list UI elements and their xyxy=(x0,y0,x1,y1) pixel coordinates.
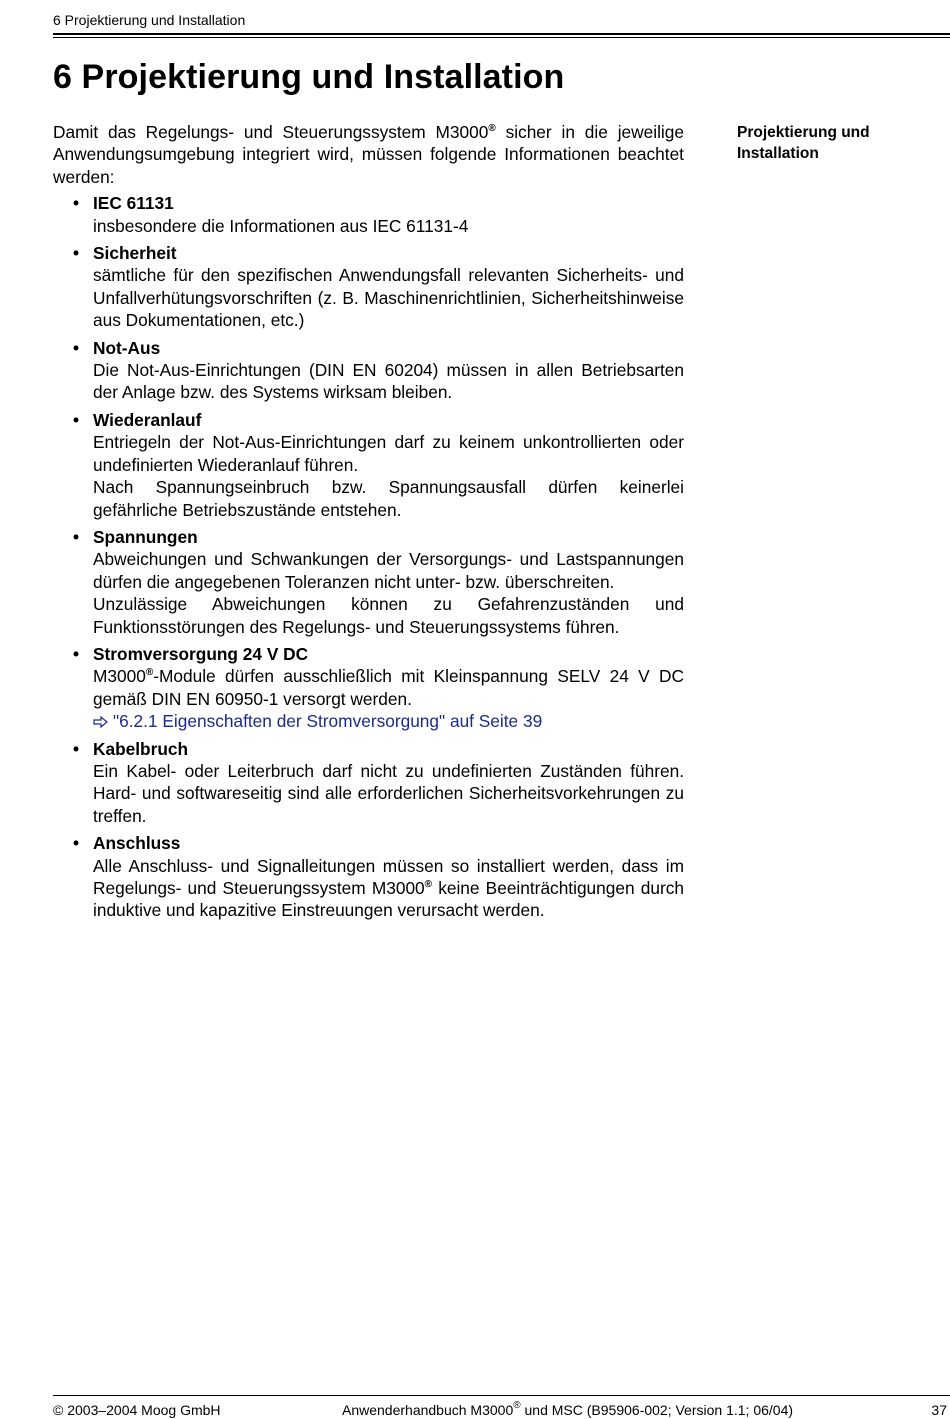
footer-manual-a: Anwenderhandbuch M3000 xyxy=(342,1402,514,1418)
item-title: IEC 61131 xyxy=(93,193,174,214)
requirements-list xyxy=(53,192,684,922)
header-rule xyxy=(53,33,950,35)
item-text xyxy=(93,855,684,922)
item-text-b: -Module dürfen ausschließlich mit Kleinspannung SELV 24 V DC gemäß DIN EN 60950-1 versorgt werden. xyxy=(93,666,684,709)
item-text: insbesondere die Informationen aus IEC 61131-4 xyxy=(93,215,469,236)
list-item-anschluss xyxy=(53,832,684,922)
bullet: • xyxy=(73,243,80,264)
item-title: Kabelbruch xyxy=(93,738,189,759)
item-text: Ein Kabel- oder Leiterbruch darf nicht zu undefinierten Zuständen führen. Hard- und softwareseitig sind alle erforderlichen Sicherheitsvorkehrungen zu treffen. xyxy=(93,760,684,826)
item-title: Sicherheit xyxy=(93,243,177,264)
margin-note-line1: Projektierung und xyxy=(737,124,870,141)
item-text: Die Not-Aus-Einrichtungen (DIN EN 60204) müssen in allen Betriebsarten der Anlage bzw. des Systems wirksam bleiben. xyxy=(93,360,684,403)
bullet: • xyxy=(73,643,80,664)
item-title: Not-Aus xyxy=(93,337,161,358)
registered-mark: ® xyxy=(424,879,433,890)
footer-manual-b: und MSC (B95906-002; Version 1.1; 06/04) xyxy=(520,1402,794,1418)
chapter-title: 6 Projektierung und Installation xyxy=(53,58,565,96)
list-item-iec xyxy=(53,192,684,237)
registered-mark: ® xyxy=(513,1400,521,1411)
item-text: Nach Spannungseinbruch bzw. Spannungsausfall dürfen keinerlei gefährliche Betriebszustände entstehen. xyxy=(93,477,684,520)
list-item-notaus xyxy=(53,337,684,404)
list-item-kabelbruch xyxy=(53,738,684,828)
registered-mark: ® xyxy=(145,667,154,679)
bullet: • xyxy=(73,409,80,430)
footer-manual-title xyxy=(342,1402,793,1418)
item-title: Wiederanlauf xyxy=(93,409,202,430)
item-text: Unzulässige Abweichungen können zu Gefahrenzuständen und Funktionsstörungen des Regelungs- und Steuerungssystems führen. xyxy=(93,594,684,637)
item-text xyxy=(93,665,684,710)
margin-note-line2: Installation xyxy=(737,145,819,162)
item-text: Entriegeln der Not-Aus-Einrichtungen darf zu keinem unkontrollierten oder undefinierten Wiederanlauf führen. xyxy=(93,432,684,475)
item-title: Anschluss xyxy=(93,833,181,854)
list-item-stromversorgung xyxy=(53,643,684,733)
main-content xyxy=(53,121,684,927)
item-text-a: Alle Anschluss- und Signalleitungen müssen so installiert werden, dass im Regelungs- und Steuerungssystem M3000 xyxy=(93,855,684,898)
footer-rule xyxy=(53,1395,950,1396)
list-item-spannungen xyxy=(53,526,684,638)
item-title: Stromversorgung 24 V DC xyxy=(93,643,309,664)
item-title: Spannungen xyxy=(93,526,198,547)
item-text: sämtliche für den spezifischen Anwendungsfall relevanten Sicherheits- und Unfallverhütungsvorschriften (z. B. Maschinenrichtlinien, Sicherheitshinweise aus Dokumentationen, etc.) xyxy=(93,265,684,331)
margin-note xyxy=(737,122,917,164)
hollow-right-arrow-icon xyxy=(93,710,109,732)
intro-paragraph xyxy=(53,121,684,188)
header-rule-thin xyxy=(53,37,950,38)
running-header: 6 Projektierung und Installation xyxy=(53,12,246,28)
item-text-b: keine Beeinträchtigungen durch induktive und kapazitive Einstreuungen verursacht werden. xyxy=(93,878,685,921)
list-item-wiederanlauf xyxy=(53,409,684,521)
intro-text-2: sicher in die jeweilige Anwendungsumgebung integriert wird, müssen folgende Informationen beachtet werden: xyxy=(53,122,684,187)
bullet: • xyxy=(73,833,80,854)
bullet: • xyxy=(73,738,80,759)
list-item-sicherheit xyxy=(53,242,684,332)
page-number: 37 xyxy=(931,1402,947,1418)
cross-reference-link[interactable] xyxy=(93,710,684,732)
bullet: • xyxy=(73,526,80,547)
item-text-a: M3000 xyxy=(93,666,146,687)
bullet: • xyxy=(73,193,80,214)
cross-reference-text: "6.2.1 Eigenschaften der Stromversorgung" auf Seite 39 xyxy=(113,711,543,732)
registered-mark: ® xyxy=(488,123,496,134)
intro-text-1: Damit das Regelungs- und Steuerungssystem M3000 xyxy=(53,122,489,142)
item-text: Abweichungen und Schwankungen der Versorgungs- und Lastspannungen dürfen die angegebenen Toleranzen nicht unter- bzw. überschreiten. xyxy=(93,549,684,592)
bullet: • xyxy=(73,337,80,358)
footer-copyright: © 2003–2004 Moog GmbH xyxy=(53,1402,221,1418)
